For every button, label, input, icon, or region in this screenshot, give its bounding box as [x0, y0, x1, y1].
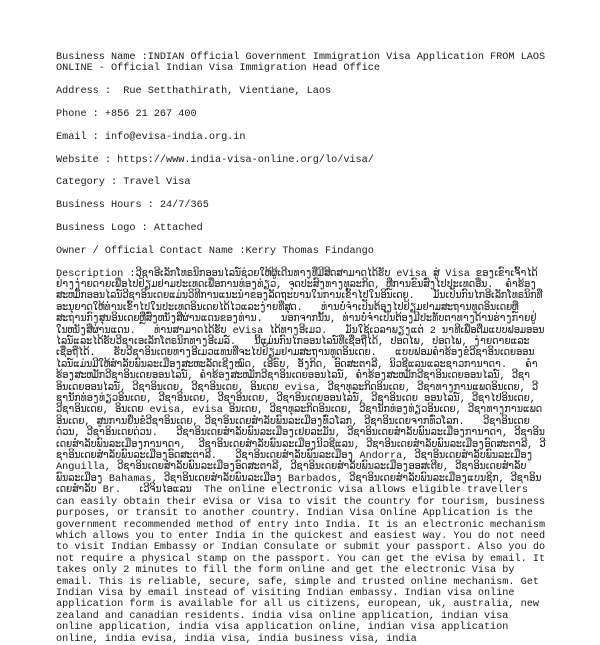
business-listing	[56, 52, 552, 645]
business-logo: Business Logo : Attached	[56, 222, 203, 234]
owner-contact: Owner / Official Contact Name :Kerry Thomas Findango	[56, 245, 374, 257]
address: Address : Rue Setthathirath, Vientiane, Laos	[56, 86, 332, 98]
category: Category : Travel Visa	[56, 177, 191, 189]
business-name: Business Name :INDIAN Official Government Immigration Visa Application FROM LAOS ONLINE - Official Indian Visa Immigration Head Office	[56, 52, 552, 75]
email: Email : info@evisa-india.org.in	[56, 131, 246, 143]
website: Website : https://www.india-visa-online.org/lo/visa/	[56, 154, 374, 166]
phone: Phone : +856 21 267 400	[56, 109, 197, 120]
business-hours: Business Hours : 24/7/365	[56, 200, 209, 212]
description: Description :ວີຊາອີເລັກໂທຣນິກອອນໄລນ໌ຊ່ວຍໃຫ້ຜູ້ເດີນທາງທີ່ມີສິດສາມາດໄດ້ຮັບ eVisa ສູ່ Visa ຂອງເຂົາເຈົ້າໄດ້ຢ່າງງ່າຍດາຍເພື່ອໄປຢ້ຽມຢາມປະເທດເພື່ອການທ່ອງທ່ຽວ, ຈຸດປະສົງທາງທຸລະກິດ, ຫຼືການຂົນສົ່ງໄປປະເທດອື່ນ. ຄໍາຮ້ອງສະຫມັກອອນໄລນ໌ວີຊາອິນເດຍແມ່ນວິທີການແນະນໍາຂອງລັດຖະບານໃນການເຂົ້າໄປໃນອິນເດຍ. ມັນເປັນກົນໄກອີເລັກໂທຣນິກທີ່ອະນຸຍາດໃຫ້ທ່ານເຂົ້າໄປໃນປະເທດອິນເດຍໄດ້ໄວແລະງ່າຍທີ່ສຸດ. ທ່ານບໍ່ຈໍາເປັນຕ້ອງໄປຢ້ຽມຢາມສະຖານທູດອິນເດຍຫຼືສະຖານກົງສຸນອິນເດຍຫຼືສົ່ງຫນັງສືຜ່ານແດນຂອງທ່ານ. ນອກຈາກນັ້ນ, ທ່ານບໍ່ຈໍາເປັນຕ້ອງມີປະທັບຕາທາງດ້ານຮ່າງກາຍຢູ່ໃນຫນັງສືຜ່ານແດນ. ທ່ານສາມາດໄດ້ຮັບ eVisa ໄດ້ທາງອີເມວ. ມັນໃຊ້ເວລາພຽງແຕ່ 2 ນາທີເພື່ອຕື່ມແບບຟອມອອນໄລນ໌ແລະໄດ້ຮັບວີຊາເອເລັກໂຕຣນິກທາງອີເມລ໌. ນີ້ແມ່ນກົນໄກອອນໄລນ໌ທີ່ເຊື່ອຖືໄດ້, ປອດໄພ, ປອດໄພ, ງ່າຍດາຍແລະເຊື່ອຖືໄດ້. ຮັບວີຊາອິນເດຍທາງອີເມວແທນທີ່ຈະໄປຢ້ຽມຢາມສະຖານທູດອິນເດຍ. ແບບຟອມຄໍາຮ້ອງຂໍວີຊາອິນເດຍອອນໄລນ໌ແມ່ນມີໃຫ້ສໍາລັບພົນລະເມືອງສະຫະລັດເຊີງໝົດ, ເອີຣົບ, ອັງກິດ, ອົດສະຕາລີ, ນິວຊີແລນແລະຊາວການາດາ. ຄໍາຮ້ອງສະຫມັກວີຊາອິນເດຍອອນໄລນ໌, ຄໍາຮ້ອງສະຫມັກວີຊາອິນເດຍອອນໄລນ໌, ຄໍາຮ້ອງສະຫມັກວີຊາອິນເດຍອອນໄລນ໌, ວີຊາອິນເດຍອອນໄລນ໌, ວີຊາອິນເດຍ, ວີຊາອິນເດຍ, ອິນເດຍ evisa, ວີຊາທຸລະກິດອິນເດຍ, ວີຊາທາງການແພດອິນເດຍ, ວີຊານັກທ່ອງທ່ຽວອິນເດຍ, ວີຊາອິນເດຍ, ວີຊາອິນເດຍ, ວີຊາອິນເດຍອອນໄລນ໌, ວີຊາອິນເດຍ ອອນໄລນ໌, ວີຊາໄປອິນເດຍ, ວີຊາອິນເດຍ, ອິນເດຍ evisa, evisa ອິນເດຍ, ວີຊາທຸລະກິດອິນເດຍ, ວີຊານັກທ່ອງທ່ຽວອິນເດຍ, ວີຊາທາງການແພດອິນເດຍ, ສູນການຍື່ນຂໍວີຊາອິນເດຍ, ວີຊາອິນເດຍສໍາລັບພົນລະເມືອງທົ່ວໂລກ, ວີຊາອິນເດຍຈາກທົ່ວໂລກ. ວີຊາອິນເດຍດ່ວນ, ວີຊາອິນເດຍດ່ວນ. ວີຊາອິນເດຍສໍາລັບພົນລະເມືອງເຢຍລະມັນ, ວີຊາອິນເດຍສໍາລັບພົນລະເມືອງການາດາ, ວີຊາອິນເດຍສໍາລັບພົນລະເມືອງການາດາ, ວີຊາອິນເດຍສໍາລັບພົນລະເມືອງນິວຊີແລນ, ວີຊາອິນເດຍສໍາລັບພົນລະເມືອງອົດສະຕາລີ, ວີຊາອິນເດຍສໍາລັບພົນລະເມືອງອົດສະຕາລີ. ວີຊາອິນເດຍສໍາລັບພົນລະເມືອງ Andorra, ວີຊາອິນເດຍສໍາລັບພົນລະເມືອງ Anguilla, ວີຊາອິນເດຍສໍາລັບພົນລະເມືອງອົດສະຕາລີ, ວີຊາອິນເດຍສໍາລັບພົນລະເມືອງອອສເຕີຍ, ວີຊາອິນເດຍສໍາລັບພົນລະເມືອງ Bahamas, ວີຊາອິນເດຍສໍາລັບພົນລະເມືອງ Barbados, ວີຊາອິນເດຍສໍາລັບພົນລະເມືອງແບນຊິກ, ວີຊາອິນເດຍສໍາລັບ Br. ເວີຈິນໄອແລນ The online electronic visa allows eligible travellers can easily obtain their eVisa or Visa to visit the country for tourism, business purposes, or transit to another country. Indian Visa Online Application is the government recommended method of entry into India. It is an electronic mechanism which allows you to enter India in the quickest and easiest way. You do not need to visit Indian Embassy or Indian Consulate or submit your passport. Also you do not require a physical stamp on the passport. You can get the eVisa by email. It takes only 2 minutes to fill the form online and get the electronic Visa by email. This is reliable, secure, safe, simple and trusted online mechanism. Get Indian Visa by email instead of visiting Indian embassy. Indian visa online application form is available for all us citizens, european, uk, australia, new zealand and canadian residents. india visa online application, indian visa online application, india visa application online, indian visa application online, india evisa, india visa, india business visa, india	[56, 268, 552, 645]
